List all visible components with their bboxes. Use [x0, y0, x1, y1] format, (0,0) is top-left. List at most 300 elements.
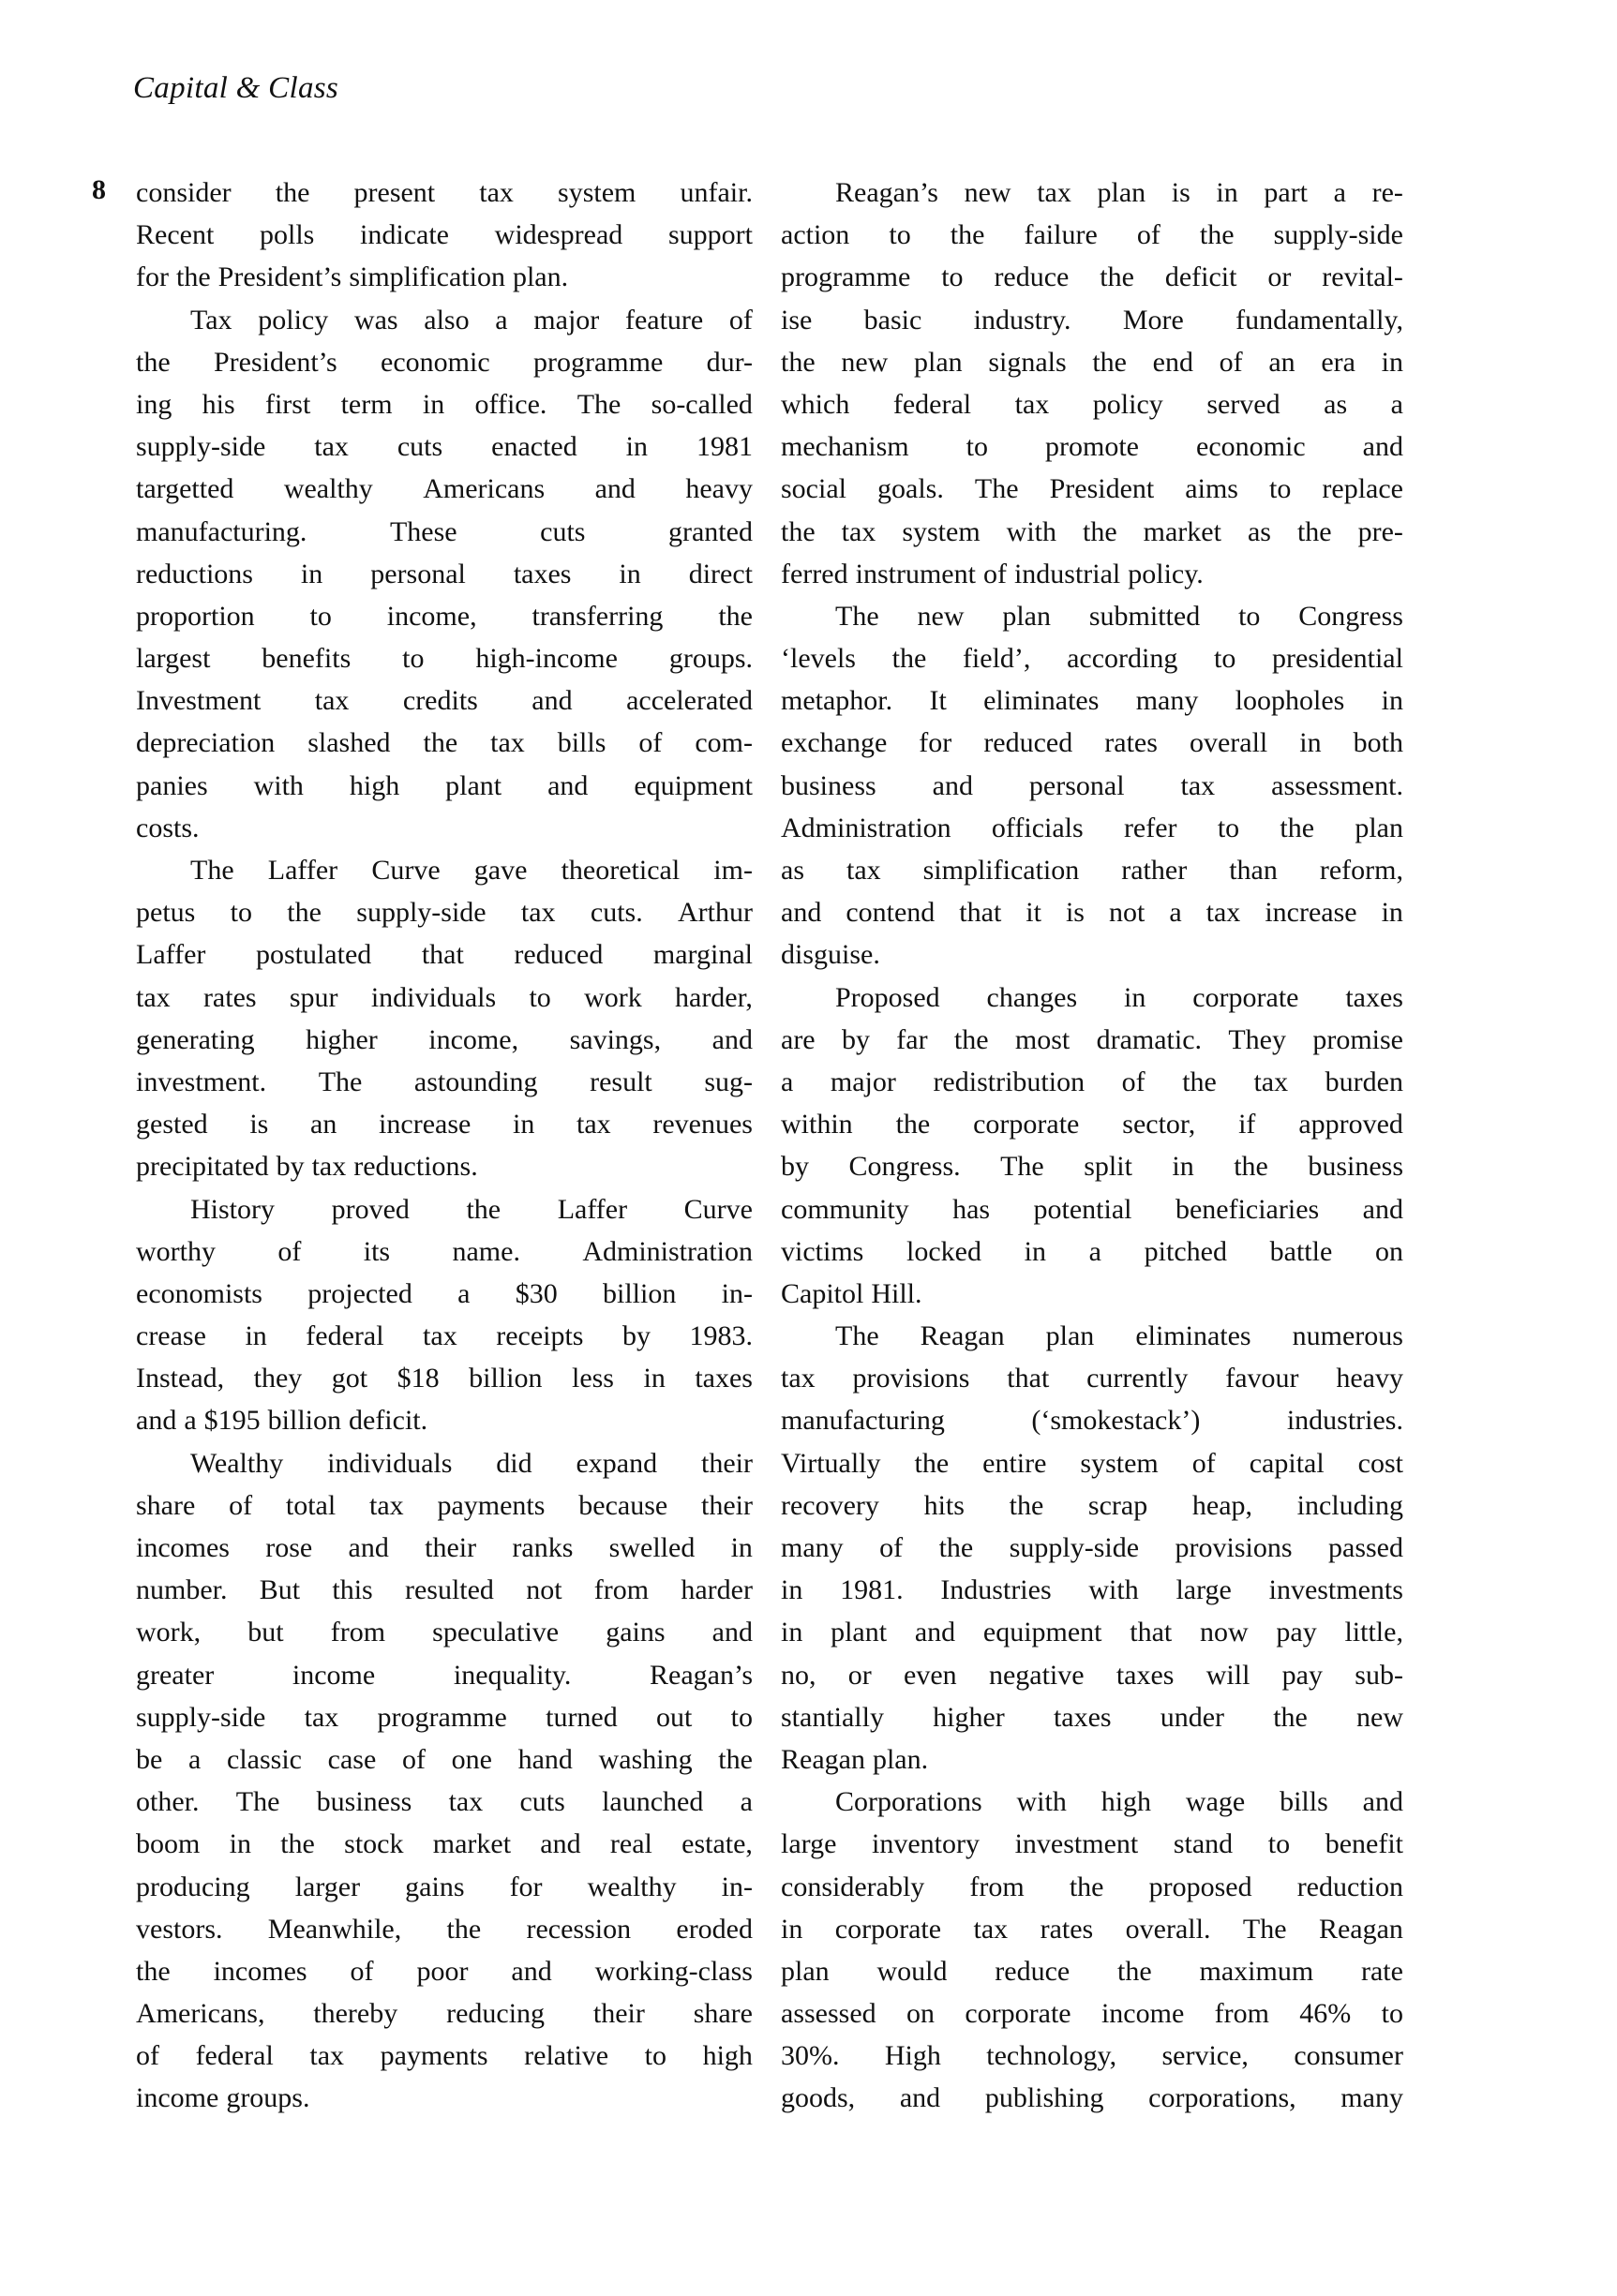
- word: of: [1219, 346, 1243, 378]
- word: a: [1088, 1235, 1101, 1267]
- word: stantially: [781, 1701, 884, 1733]
- word: These: [389, 515, 457, 547]
- word: supply-side: [1273, 219, 1403, 251]
- word: tax: [448, 1786, 484, 1818]
- word: reducing: [446, 1998, 546, 2030]
- word: com-: [695, 727, 753, 759]
- word: precipitated: [136, 1151, 269, 1183]
- word: approved: [1298, 1109, 1403, 1141]
- text-line: [136, 1103, 753, 1145]
- word: fundamentally,: [1235, 304, 1403, 335]
- text-line: [136, 1866, 753, 1908]
- text-line: [781, 1654, 1403, 1696]
- word: on: [906, 1998, 935, 2030]
- word: to: [1214, 643, 1236, 675]
- word: tax: [520, 897, 556, 929]
- word: and: [711, 1617, 753, 1648]
- word: taxes: [1053, 1701, 1112, 1733]
- text-line: [781, 977, 1403, 1019]
- word: worthy: [136, 1235, 216, 1267]
- word: with: [253, 769, 304, 801]
- word: the: [136, 346, 171, 378]
- word: to: [230, 897, 252, 929]
- word: the: [1273, 1701, 1308, 1733]
- word: pitched: [1144, 1235, 1227, 1267]
- word: cost: [1357, 1447, 1403, 1479]
- word: entire: [982, 1447, 1047, 1479]
- text-line: [781, 511, 1403, 553]
- text-line: [781, 1399, 1403, 1441]
- word: redistribution: [933, 1066, 1085, 1097]
- word: also: [424, 304, 470, 335]
- word: benefits: [262, 643, 352, 675]
- text-line: [781, 849, 1403, 891]
- word: theoretical: [561, 855, 681, 886]
- word: in: [625, 431, 649, 463]
- word: 1981: [696, 431, 753, 463]
- word: corporate: [834, 1913, 942, 1945]
- word: sector,: [1122, 1109, 1196, 1141]
- word: manufacturing.: [136, 515, 307, 547]
- word: provisions: [852, 1363, 970, 1394]
- word: currently: [1086, 1363, 1189, 1394]
- word: rose: [265, 1532, 313, 1563]
- word: cuts: [397, 431, 443, 463]
- word: plan: [1355, 812, 1403, 843]
- word: President: [1049, 473, 1155, 505]
- word: far: [896, 1023, 928, 1055]
- word: inequality.: [453, 1659, 572, 1691]
- word: of: [728, 304, 753, 335]
- word: real: [609, 1828, 652, 1860]
- word: in: [1172, 1151, 1194, 1183]
- word: the: [781, 346, 816, 378]
- word: out: [656, 1701, 693, 1733]
- word: policy: [258, 304, 329, 335]
- word: dur-: [706, 346, 753, 378]
- text-line: [781, 1611, 1403, 1653]
- word: reduce: [995, 1955, 1071, 1987]
- text-line: [136, 891, 753, 933]
- word: equipment: [982, 1617, 1102, 1648]
- word: by: [621, 1320, 651, 1352]
- text-line: [136, 1188, 753, 1230]
- word: because: [578, 1489, 668, 1521]
- word: end: [1152, 346, 1193, 378]
- word: is: [1065, 897, 1085, 929]
- word: President’s: [214, 346, 337, 378]
- word: to: [1269, 473, 1292, 505]
- word: industrial: [1013, 558, 1121, 589]
- word: in: [1024, 1235, 1046, 1267]
- word: resulted: [404, 1574, 494, 1606]
- word: in: [422, 388, 445, 420]
- word: policy.: [1128, 558, 1204, 589]
- word: bills: [1280, 1786, 1328, 1818]
- word: plant: [445, 769, 502, 801]
- word: changes: [986, 981, 1078, 1013]
- word: a: [781, 1066, 794, 1097]
- word: high: [1100, 1786, 1152, 1818]
- word: with: [1088, 1574, 1139, 1606]
- text-line: [136, 1696, 753, 1738]
- text-line: [781, 1950, 1403, 1992]
- word: Investment: [136, 685, 262, 717]
- word: The: [190, 855, 234, 886]
- word: office.: [474, 388, 547, 420]
- word: $18: [397, 1363, 440, 1394]
- word: Congress: [1298, 600, 1403, 632]
- word: the: [1092, 346, 1127, 378]
- text-line: [781, 2077, 1403, 2119]
- text-line: [136, 171, 753, 214]
- word: bills: [557, 727, 606, 759]
- word: term: [340, 388, 393, 420]
- word: transferring: [532, 600, 664, 632]
- word: launched: [602, 1786, 704, 1818]
- text-line: [781, 595, 1403, 637]
- word: individuals: [370, 981, 497, 1013]
- word: federal: [892, 388, 972, 420]
- word: recovery: [781, 1489, 879, 1521]
- word: their: [700, 1489, 753, 1521]
- word: taxes: [695, 1363, 753, 1394]
- word: not: [1108, 897, 1145, 929]
- word: Reagan’s: [835, 177, 938, 208]
- word: to: [1381, 1998, 1403, 2030]
- word: Laffer: [267, 855, 338, 886]
- word: simplification: [922, 855, 1080, 886]
- text-line: [136, 1145, 753, 1187]
- word: in: [643, 1363, 666, 1394]
- text-column-right: [781, 171, 1403, 2120]
- text-line: [781, 807, 1403, 849]
- word: or: [1267, 261, 1292, 293]
- word: business: [781, 769, 876, 801]
- word: in: [1216, 177, 1238, 208]
- word: a: [1390, 388, 1403, 420]
- word: tax: [314, 685, 350, 717]
- word: new: [964, 177, 1011, 208]
- word: The: [235, 1786, 280, 1818]
- word: tax: [136, 981, 171, 1013]
- word: the: [1083, 515, 1117, 547]
- word: for: [136, 261, 169, 293]
- word: reduced: [983, 727, 1073, 759]
- word: producing: [136, 1871, 250, 1902]
- word: served: [1206, 388, 1280, 420]
- word: Administration: [781, 812, 951, 843]
- word: personal: [370, 558, 466, 589]
- word: and: [1362, 1193, 1403, 1225]
- word: the: [1069, 1871, 1104, 1902]
- word: considerably: [781, 1871, 925, 1902]
- word: the: [175, 261, 211, 293]
- word: field’,: [962, 643, 1031, 675]
- word: exchange: [781, 727, 888, 759]
- word: and: [914, 1617, 956, 1648]
- word: larger: [294, 1871, 361, 1902]
- word: era: [1321, 346, 1355, 378]
- word: billion: [469, 1363, 543, 1394]
- word: cuts: [540, 515, 586, 547]
- word: its: [363, 1235, 391, 1267]
- word: industries.: [1286, 1405, 1403, 1437]
- word: support: [667, 219, 753, 251]
- word: a: [457, 1277, 471, 1309]
- word: tax: [1037, 177, 1071, 208]
- word: and: [781, 897, 822, 929]
- word: greater: [136, 1659, 215, 1691]
- word: generating: [136, 1023, 255, 1055]
- word: this: [332, 1574, 373, 1606]
- word: ise: [781, 304, 813, 335]
- word: and: [1362, 431, 1403, 463]
- text-line: [781, 1823, 1403, 1865]
- word: is: [249, 1109, 269, 1141]
- word: many: [781, 1532, 844, 1563]
- word: favour: [1225, 1363, 1299, 1394]
- text-line: [136, 1781, 753, 1823]
- word: revenues: [652, 1109, 753, 1141]
- word: little,: [1344, 1617, 1403, 1648]
- word: the: [280, 1828, 315, 1860]
- text-line: [136, 468, 753, 510]
- word: President’s: [217, 261, 342, 293]
- word: including: [1296, 1489, 1403, 1521]
- word: that: [421, 939, 464, 971]
- word: system: [558, 177, 636, 208]
- word: new: [841, 346, 889, 378]
- word: More: [1122, 304, 1184, 335]
- word: Hill.: [871, 1277, 922, 1309]
- word: large: [781, 1828, 837, 1860]
- word: signals: [988, 346, 1067, 378]
- word: Reagan: [920, 1320, 1005, 1352]
- word: Tax: [190, 304, 232, 335]
- word: one: [451, 1743, 492, 1775]
- word: marginal: [652, 939, 753, 971]
- word: sub-: [1355, 1659, 1403, 1691]
- word: poor: [416, 1955, 469, 1987]
- word: system: [1080, 1447, 1159, 1479]
- word: personal: [1028, 769, 1125, 801]
- word: Congress.: [848, 1151, 961, 1183]
- word: and: [547, 769, 589, 801]
- word: rates: [202, 981, 257, 1013]
- word: of: [350, 1955, 374, 1987]
- word: plant: [831, 1617, 888, 1648]
- word: promise: [1312, 1023, 1403, 1055]
- word: a: [740, 1786, 753, 1818]
- word: benefit: [1325, 1828, 1403, 1860]
- word: recession: [526, 1913, 632, 1945]
- word: system: [902, 515, 981, 547]
- word: negative: [988, 1659, 1085, 1691]
- word: assessment.: [1271, 769, 1403, 801]
- word: the: [718, 600, 753, 632]
- word: tax: [423, 1320, 457, 1352]
- word: from: [1214, 1998, 1269, 2030]
- word: harder: [681, 1574, 753, 1606]
- word: the: [1100, 261, 1134, 293]
- word: in-: [721, 1871, 753, 1902]
- word: for: [509, 1871, 543, 1902]
- text-line: [136, 1273, 753, 1315]
- word: market: [1143, 515, 1221, 547]
- word: thereby: [313, 1998, 398, 2030]
- word: a: [1169, 897, 1182, 929]
- word: turned: [546, 1701, 618, 1733]
- text-line: [136, 214, 753, 256]
- word: both: [1353, 727, 1403, 759]
- running-head-journal-title: Capital & Class: [133, 71, 339, 105]
- text-line: [781, 1569, 1403, 1611]
- text-line: [781, 1738, 1403, 1781]
- word: Capitol: [781, 1277, 864, 1309]
- word: new: [917, 600, 965, 632]
- word: sug-: [704, 1066, 753, 1097]
- text-line: [136, 425, 753, 468]
- word: Americans,: [136, 1998, 265, 2030]
- text-line: [781, 891, 1403, 933]
- text-line: [136, 1611, 753, 1653]
- word: victims: [781, 1235, 864, 1267]
- word: deficit: [1164, 261, 1237, 293]
- word: individuals: [327, 1447, 453, 1479]
- word: economists: [136, 1277, 262, 1309]
- word: presidential: [1272, 643, 1403, 675]
- word: with: [1006, 515, 1056, 547]
- text-line: [781, 1357, 1403, 1399]
- word: Curve: [371, 855, 441, 886]
- word: corporate: [1192, 981, 1299, 1013]
- text-line: [781, 1273, 1403, 1315]
- text-line: [136, 341, 753, 383]
- text-line: [136, 511, 753, 553]
- word: targetted: [136, 473, 234, 505]
- word: plan: [1002, 600, 1051, 632]
- word: programme: [781, 261, 911, 293]
- word: in: [619, 558, 641, 589]
- word: with: [1016, 1786, 1067, 1818]
- word: business: [316, 1786, 412, 1818]
- word: proportion: [136, 600, 255, 632]
- word: and: [511, 1955, 552, 1987]
- word: replace: [1322, 473, 1403, 505]
- word: supply-side: [136, 1701, 266, 1733]
- word: to: [644, 2040, 667, 2072]
- word: large: [1175, 1574, 1232, 1606]
- word: the: [1182, 1066, 1217, 1097]
- word: 1983.: [689, 1320, 753, 1352]
- word: did: [496, 1447, 532, 1479]
- word: a: [1333, 177, 1346, 208]
- word: and: [136, 1405, 177, 1437]
- word: income,: [428, 1023, 519, 1055]
- word: high: [702, 2040, 753, 2072]
- word: the: [1117, 1955, 1152, 1987]
- word: tax: [1205, 897, 1241, 929]
- word: Curve: [683, 1193, 753, 1225]
- word: largest: [136, 643, 211, 675]
- word: provisions: [1175, 1532, 1293, 1563]
- word: passed: [1328, 1532, 1403, 1563]
- word: stand: [1173, 1828, 1234, 1860]
- word: rates: [1040, 1913, 1094, 1945]
- word: present: [353, 177, 436, 208]
- word: Reagan: [781, 1743, 865, 1775]
- word: failure: [1024, 219, 1098, 251]
- text-line: [781, 637, 1403, 679]
- word: savings,: [569, 1023, 662, 1055]
- word: as: [1324, 388, 1348, 420]
- word: wealthy: [587, 1871, 677, 1902]
- word: groups.: [668, 643, 753, 675]
- word: by: [276, 1151, 305, 1183]
- word: numerous: [1292, 1320, 1403, 1352]
- text-line: [781, 1696, 1403, 1738]
- word: rather: [1121, 855, 1188, 886]
- word: of: [638, 727, 663, 759]
- word: federal: [306, 1320, 384, 1352]
- word: be: [136, 1743, 163, 1775]
- word: was: [353, 304, 398, 335]
- word: dramatic.: [1096, 1023, 1203, 1055]
- word: tax: [309, 2040, 345, 2072]
- word: got: [331, 1363, 368, 1394]
- word: in: [781, 1574, 803, 1606]
- word: from: [593, 1574, 650, 1606]
- word: accelerated: [626, 685, 753, 717]
- text-line: [136, 933, 753, 976]
- word: expand: [576, 1447, 658, 1479]
- word: re-: [1371, 177, 1403, 208]
- word: ing: [136, 388, 172, 420]
- word: reduce: [994, 261, 1070, 293]
- word: plan: [1097, 177, 1146, 208]
- text-line: [136, 1399, 753, 1441]
- word: History: [190, 1193, 275, 1225]
- text-line: [136, 2035, 753, 2077]
- word: an: [1268, 346, 1295, 378]
- text-line: [781, 1019, 1403, 1061]
- word: eliminates: [1135, 1320, 1251, 1352]
- text-line: [136, 383, 753, 425]
- word: economic: [381, 346, 490, 378]
- text-line: [781, 1992, 1403, 2035]
- word: petus: [136, 897, 196, 929]
- text-line: [136, 765, 753, 807]
- word: wealthy: [283, 473, 373, 505]
- word: Laffer: [557, 1193, 628, 1225]
- word: granted: [668, 515, 753, 547]
- word: to: [966, 431, 988, 463]
- text-line: [781, 1315, 1403, 1357]
- word: to: [889, 219, 911, 251]
- word: many: [1340, 2082, 1403, 2114]
- word: taxes: [513, 558, 572, 589]
- word: the: [781, 515, 816, 547]
- word: within: [781, 1109, 853, 1141]
- word: share: [693, 1998, 753, 2030]
- text-line: [781, 1103, 1403, 1145]
- word: scrap: [1087, 1489, 1148, 1521]
- word: burden: [1325, 1066, 1403, 1097]
- word: revital-: [1322, 261, 1403, 293]
- word: heap,: [1191, 1489, 1253, 1521]
- word: The: [835, 600, 879, 632]
